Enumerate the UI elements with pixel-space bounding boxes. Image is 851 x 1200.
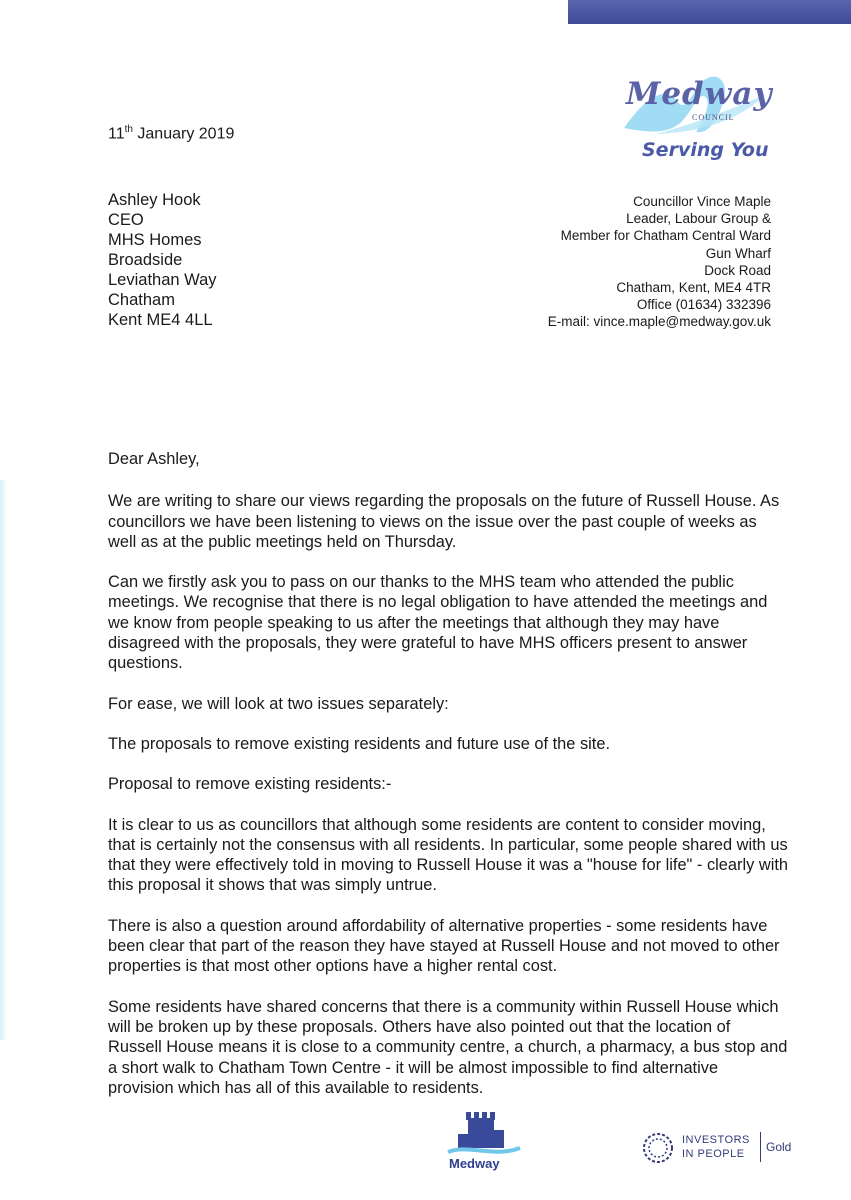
recipient-line: Leviathan Way <box>108 271 217 289</box>
iip-line: INVESTORS <box>682 1134 750 1146</box>
sender-line: Office (01634) 332396 <box>636 297 771 313</box>
sender-line: Councillor Vince Maple <box>633 194 771 209</box>
sender-line: Dock Road <box>704 262 771 278</box>
paragraph: The proposals to remove existing residents and future use of the site. <box>108 734 611 753</box>
sender-line: Leader, Labour Group & <box>626 211 771 227</box>
medway-council-logo <box>616 66 796 176</box>
recipient-line: Kent ME4 4LL <box>108 311 213 329</box>
investors-in-people-badge <box>640 1130 810 1180</box>
sender-line: Chatham, Kent, ME4 4TR <box>616 280 771 296</box>
iip-level: Gold <box>766 1140 792 1154</box>
page-edge-tint <box>0 480 7 1040</box>
sender-line: Gun Wharf <box>705 245 771 261</box>
paragraph: Some residents have shared concerns that there is a community within Russell House which will be broken up by these proposals. Others have also pointed out that the location of Russell House means it is close to a community centre, a church, a pharmacy, a bus stop and a short walk to Chatham Town Centre - it will be almost impossible to find alternative provision which has all of this available to residents. <box>108 997 788 1097</box>
recipient-address <box>108 190 217 330</box>
recipient-line: MHS Homes <box>108 231 202 249</box>
iip-line: IN PEOPLE <box>682 1148 745 1160</box>
letter-date <box>108 124 234 143</box>
logo-tagline: Serving You <box>642 139 769 161</box>
castle-icon <box>444 1108 524 1158</box>
sender-address <box>548 193 771 331</box>
paragraph: There is also a question around affordability of alternative properties - some residents have been clear that part of the reason they have stayed at Russell House and not moved to other properties is that most other options have a higher rental cost. <box>108 916 780 976</box>
iip-text <box>682 1133 750 1161</box>
letter-body <box>108 449 788 1118</box>
date-month-year: January 2019 <box>137 125 235 143</box>
paragraph: We are writing to share our views regarding the proposals on the future of Russell House. As councillors we have been listening to views on the issue over the past couple of weeks as well as at the public meetings held on Thursday. <box>108 492 780 551</box>
recipient-line: Ashley Hook <box>108 191 201 209</box>
footer-medway-logo <box>444 1108 524 1178</box>
paragraph: For ease, we will look at two issues separately: <box>108 694 449 713</box>
recipient-line: CEO <box>108 211 144 229</box>
date-day: 11 <box>108 125 125 143</box>
iip-divider <box>760 1132 761 1162</box>
sender-line: Member for Chatham Central Ward <box>560 228 771 244</box>
header-color-bar <box>568 0 851 24</box>
sender-email: E-mail: vince.maple@medway.gov.uk <box>547 314 771 330</box>
recipient-line: Chatham <box>108 291 175 309</box>
laurel-wreath-icon <box>640 1130 676 1166</box>
paragraph: It is clear to us as councillors that although some residents are content to consider moving, that is certainly not the consensus with all residents. In particular, some people shared with us that they were effectively told in moving to Russell House it was a "house for life" - clearly with this proposal it shows that was simply untrue. <box>108 815 789 895</box>
salutation: Dear Ashley, <box>108 450 200 468</box>
paragraph: Proposal to remove existing residents:- <box>108 775 392 794</box>
date-suffix: th <box>124 124 133 135</box>
logo-wordmark: Medway <box>626 76 773 112</box>
recipient-line: Broadside <box>108 251 183 269</box>
logo-council-label: COUNCIL <box>692 113 735 122</box>
paragraph: Can we firstly ask you to pass on our thanks to the MHS team who attended the public meetings. We recognise that there is no legal obligation to have attended the meetings and we know from people speaking to us after the meetings that although they may have disagreed with the proposals, they were grateful to have MHS officers present to answer questions. <box>108 573 768 673</box>
footer-medway-word: Medway <box>449 1156 500 1171</box>
